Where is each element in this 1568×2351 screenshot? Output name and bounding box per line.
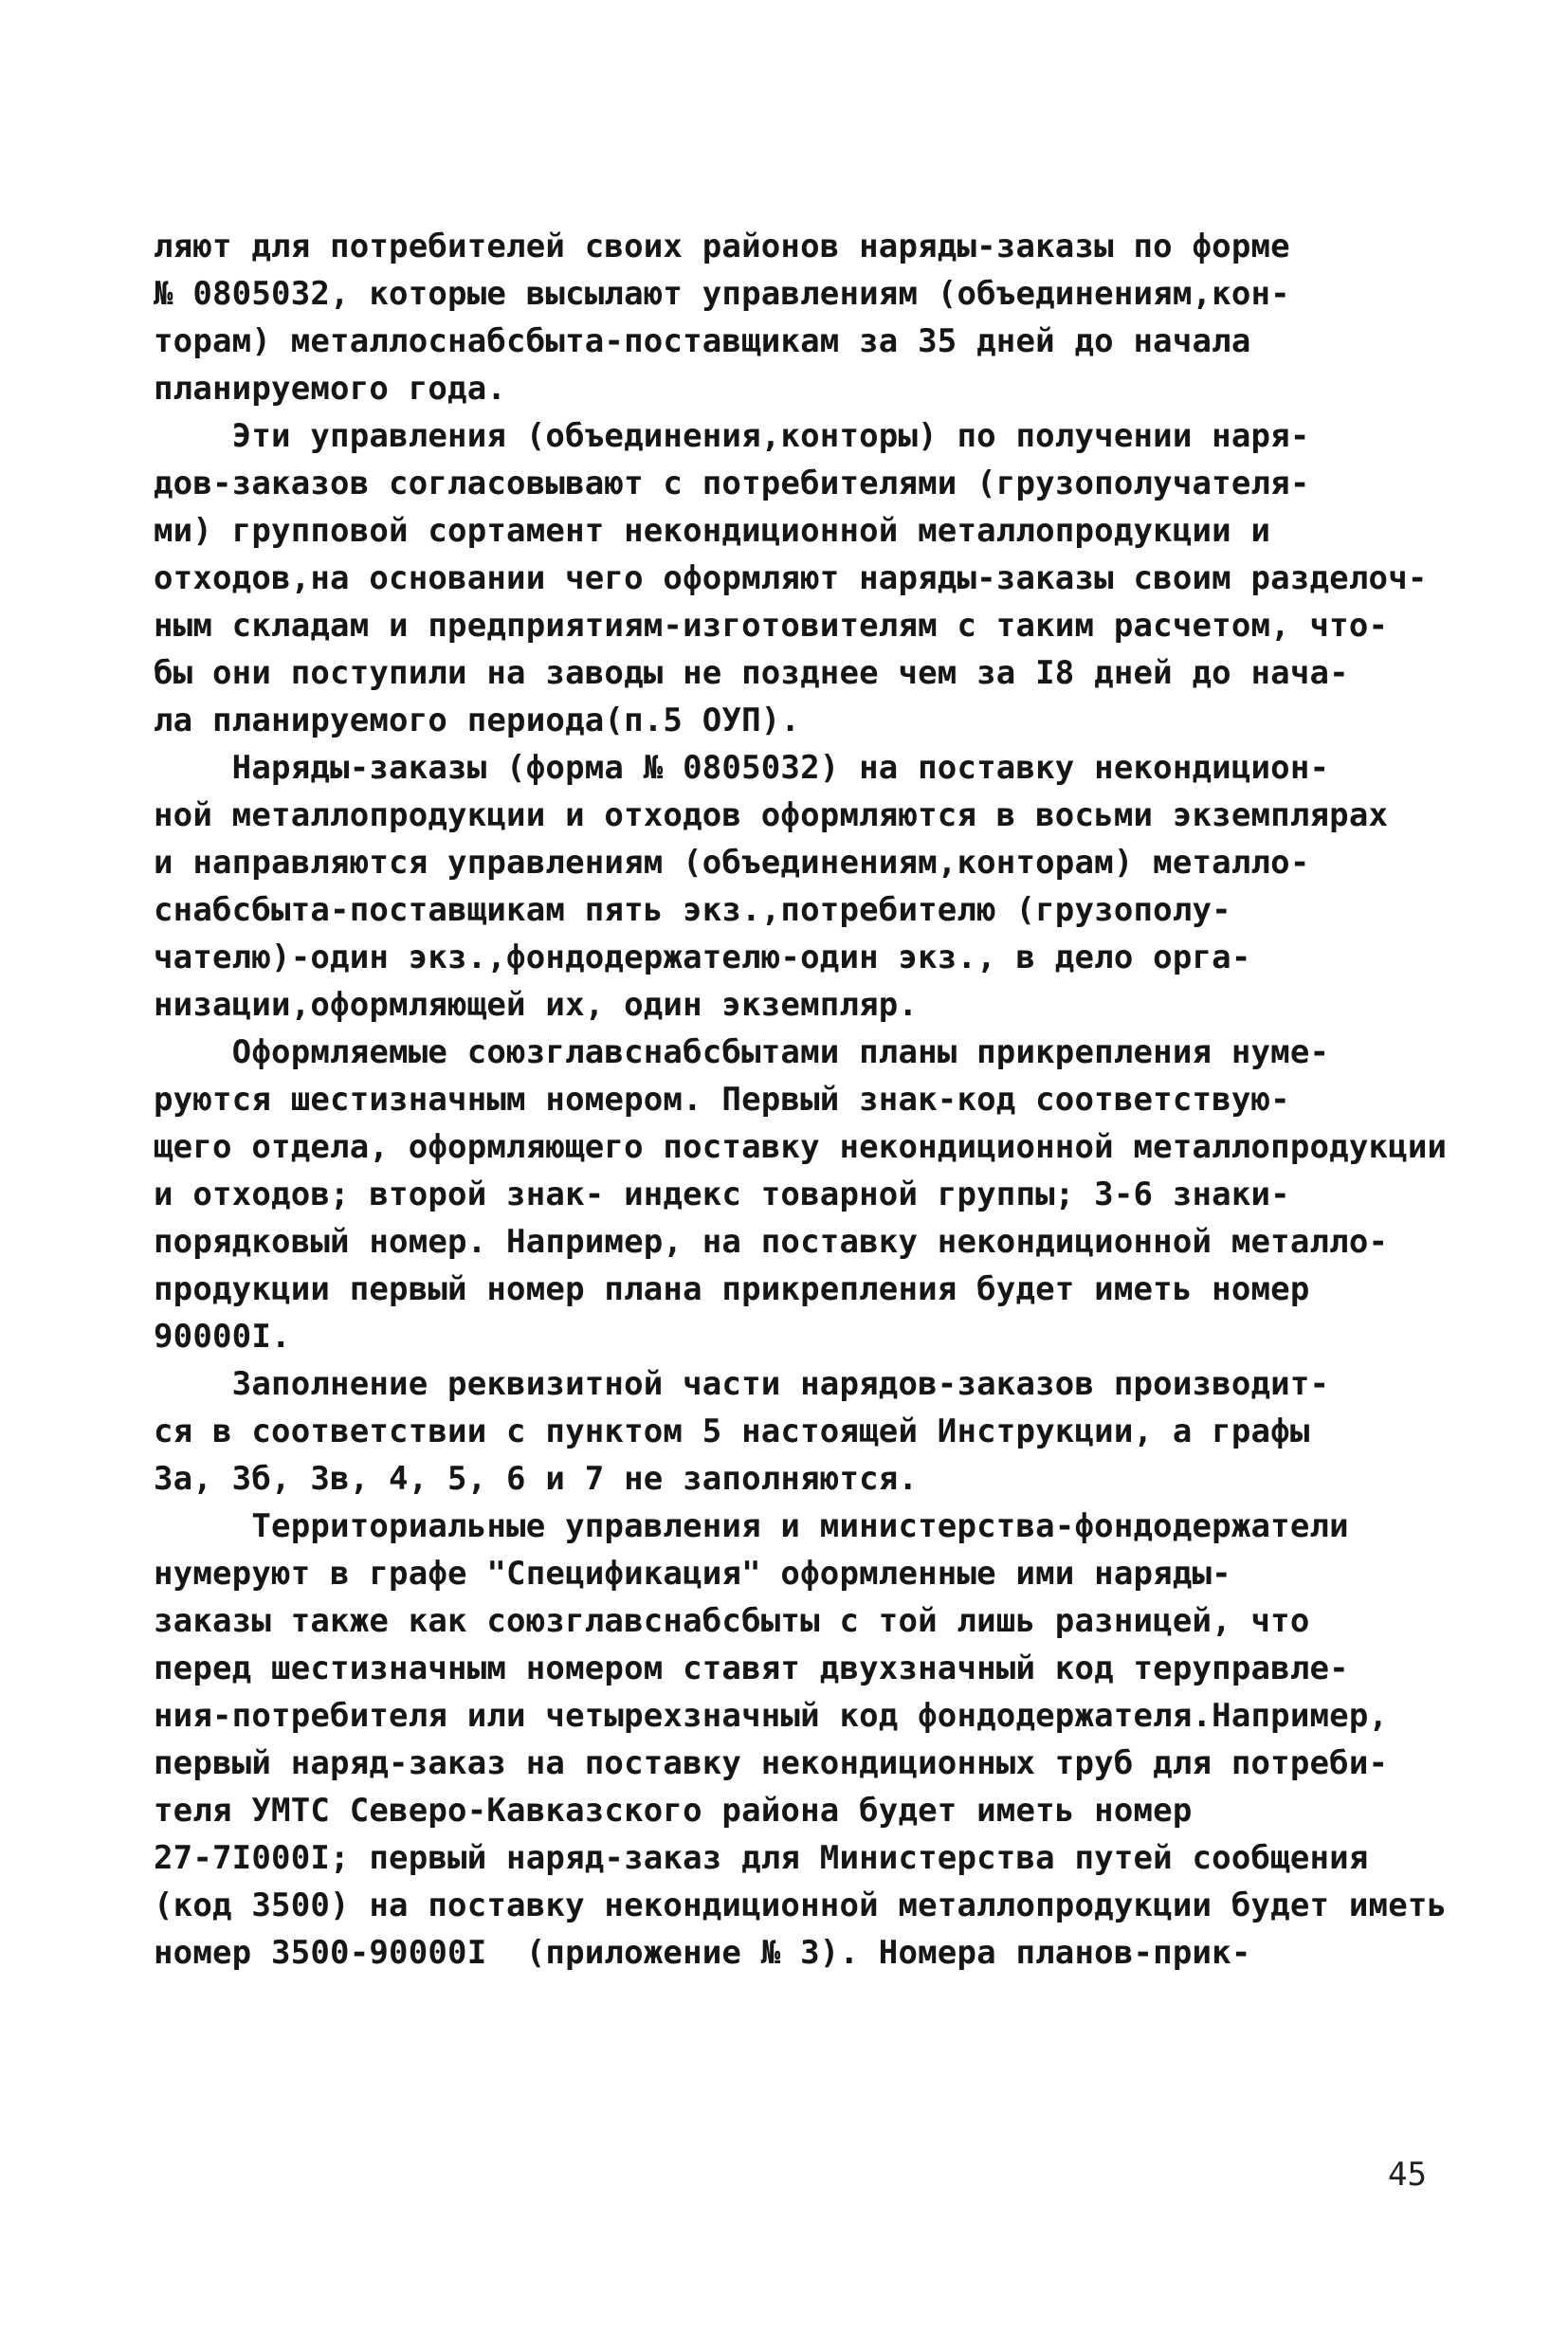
text-line: ся в соответствии с пунктом 5 настоящей Инструкции, а графы	[154, 1412, 1310, 1450]
text-line: ным складам и предприятиям-изготовителям с таким расчетом, что-	[154, 607, 1389, 645]
text-line: 3а, 3б, 3в, 4, 5, 6 и 7 не заполняются.	[154, 1460, 919, 1498]
text-line: Эти управления (объединения,конторы) по получении наря-	[154, 417, 1310, 455]
text-line: ной металлопродукции и отходов оформляются в восьми экземплярах	[154, 796, 1389, 834]
text-line: перед шестизначным номером ставят двухзначный код теруправле-	[154, 1649, 1349, 1687]
text-line: порядковый номер. Например, на поставку некондиционной металло-	[154, 1223, 1389, 1261]
text-line: Наряды-заказы (форма № 0805032) на поставку некондицион-	[154, 749, 1330, 787]
text-line: номер 3500-90000I (приложение № 3). Номера планов-прик-	[154, 1934, 1251, 1972]
text-line: Заполнение реквизитной части нарядов-заказов производит-	[154, 1365, 1330, 1403]
text-line: щего отдела, оформляющего поставку некондиционной металлопродукции	[154, 1128, 1448, 1166]
text-line: № 0805032, которые высылают управлениям (объединениям,кон-	[154, 275, 1290, 313]
text-line: отходов,на основании чего оформляют наряды-заказы своим разделоч-	[154, 559, 1428, 597]
text-line: продукции первый номер плана прикрепления будет иметь номер	[154, 1270, 1310, 1308]
text-line: бы они поступили на заводы не позднее чем за I8 дней до нача-	[154, 654, 1349, 692]
text-line: 90000I.	[154, 1318, 291, 1356]
text-line: (код 3500) на поставку некондиционной металлопродукции будет иметь	[154, 1886, 1448, 1924]
text-line: чателю)-один экз.,фондодержателю-один экз., в дело орга-	[154, 939, 1251, 976]
text-line: и отходов; второй знак- индекс товарной группы; 3-6 знаки-	[154, 1176, 1290, 1213]
text-line: ляют для потребителей своих районов наряды-заказы по форме	[154, 228, 1290, 265]
text-line: Территориальные управления и министерства-фондодержатели	[154, 1507, 1349, 1545]
text-line: дов-заказов согласовывают с потребителями (грузополучателя-	[154, 465, 1310, 502]
page-number: 45	[1388, 2156, 1427, 2194]
text-line: ния-потребителя или четырехзначный код фондодержателя.Например,	[154, 1697, 1389, 1735]
text-line: планируемого года.	[154, 370, 507, 408]
text-line: теля УМТС Северо-Кавказского района будет иметь номер	[154, 1792, 1193, 1830]
text-line: и направляются управлениям (объединениям,конторам) металло-	[154, 844, 1310, 882]
text-line: торам) металлоснабсбыта-поставщикам за 35 дней до начала	[154, 322, 1251, 360]
text-line: низации,оформляющей их, один экземпляр.	[154, 986, 919, 1024]
text-line: заказы также как союзглавснабсбыты с той лишь разницей, что	[154, 1602, 1310, 1640]
text-line: первый наряд-заказ на поставку некондиционных труб для потреби-	[154, 1744, 1389, 1782]
text-line: ми) групповой сортамент некондиционной металлопродукции и	[154, 512, 1271, 550]
text-line: Оформляемые союзглавснабсбытами планы прикрепления нуме-	[154, 1033, 1330, 1071]
text-line: 27-7I000I; первый наряд-заказ для Министерства путей сообщения	[154, 1839, 1369, 1877]
text-line: нумеруют в графе "Спецификация" оформленные ими наряды-	[154, 1555, 1231, 1593]
text-line: руются шестизначным номером. Первый знак-код соответствую-	[154, 1081, 1290, 1119]
text-line: снабсбыта-поставщикам пять экз.,потребителю (грузополу-	[154, 891, 1231, 929]
text-line: ла планируемого периода(п.5 ОУП).	[154, 702, 801, 739]
